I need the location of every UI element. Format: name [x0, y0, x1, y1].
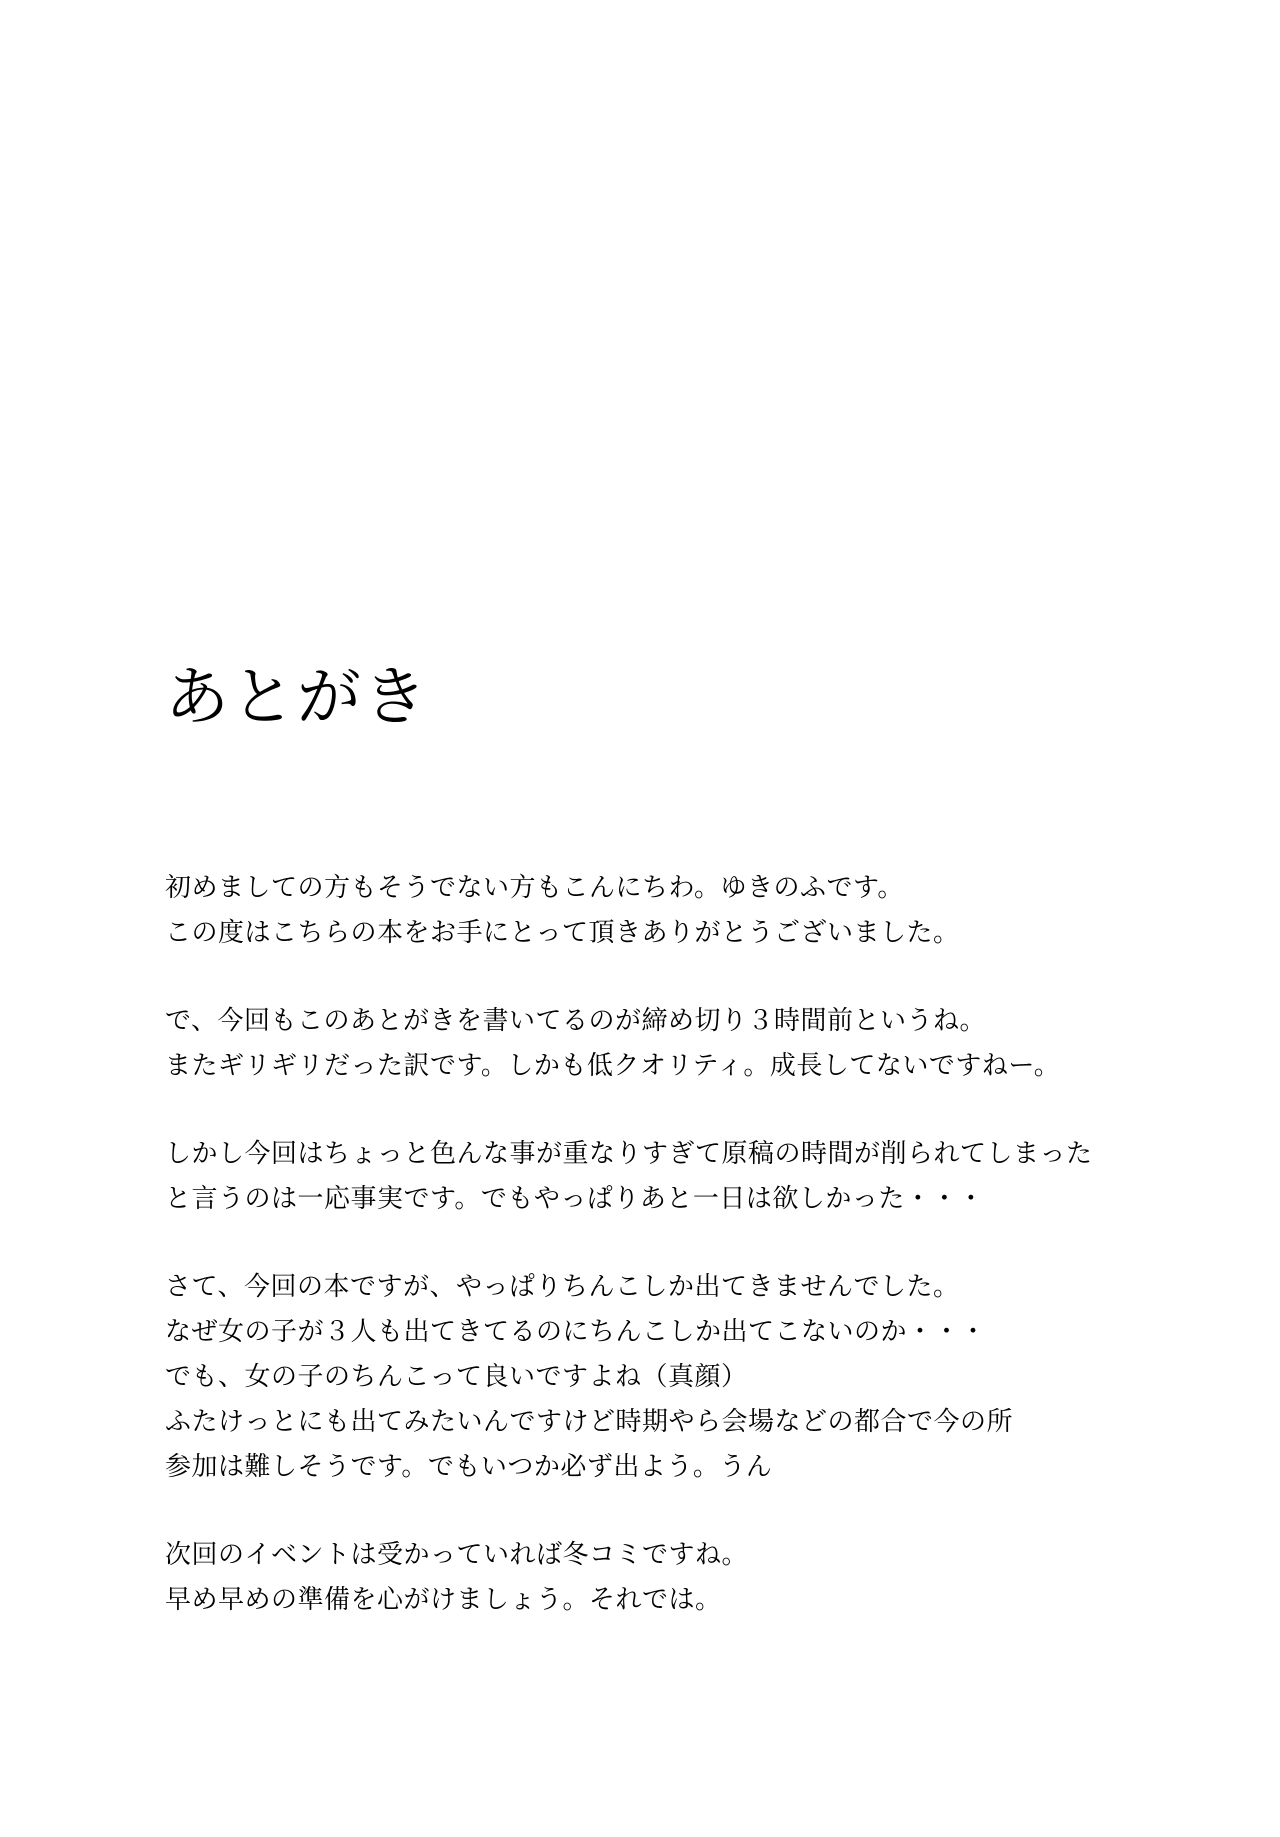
text-line: さて、今回の本ですが、やっぱりちんこしか出てきませんでした。 [165, 1272, 960, 1302]
text-line: なぜ女の子が３人も出てきてるのにちんこしか出てこないのか・・・ [165, 1317, 987, 1347]
paragraph-deadline [165, 999, 1185, 1089]
text-line: ふたけっとにも出てみたいんですけど時期やら会場などの都合で今の所 [165, 1407, 1014, 1437]
paragraph-book-content [165, 1265, 1185, 1490]
paragraph-next-event [165, 1533, 1185, 1623]
page-title: あとがき [165, 661, 429, 735]
text-line: 参加は難しそうです。でもいつか必ず出よう。うん [165, 1452, 773, 1482]
text-line: またギリギリだった訳です。しかも低クオリティ。成長してないですねー。 [165, 1051, 1061, 1081]
paragraph-greeting [165, 866, 1185, 956]
text-line: 次回のイベントは受かっていれば冬コミですね。 [165, 1540, 749, 1570]
text-line: この度はこちらの本をお手にとって頂きありがとうございました。 [165, 918, 960, 948]
text-line: 早め早めの準備を心がけましょう。それでは。 [165, 1585, 722, 1615]
text-line: でも、女の子のちんこって良いですよね（真顔） [165, 1362, 748, 1392]
afterword-body [165, 866, 1185, 1666]
text-line: と言うのは一応事実です。でもやっぱりあと一日は欲しかった・・・ [165, 1184, 985, 1214]
text-line: 初めましての方もそうでない方もこんにちわ。ゆきのふです。 [165, 873, 904, 903]
text-line: しかし今回はちょっと色んな事が重なりすぎて原稿の時間が削られてしまった [165, 1139, 1093, 1169]
text-line: で、今回もこのあとがきを書いてるのが締め切り３時間前というね。 [165, 1006, 986, 1036]
paragraph-circumstances [165, 1132, 1185, 1222]
